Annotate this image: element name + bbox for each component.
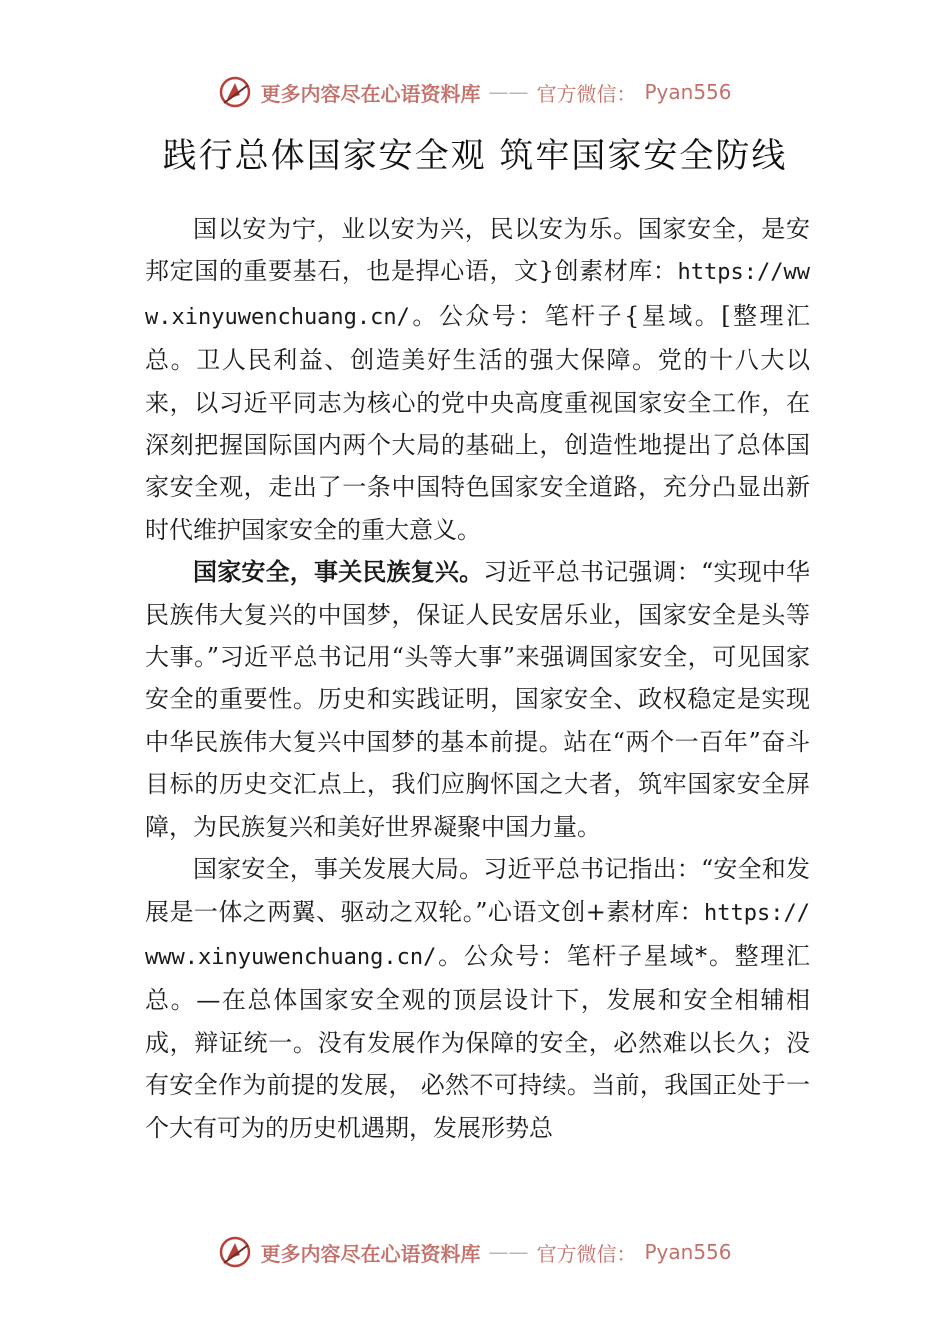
banner-wechat-label: 官方微信： bbox=[536, 81, 637, 106]
paragraph-2-text: 习近平总书记强调：“实现中华民族伟大复兴的中国梦，保证人民安居乐业，国家安全是头等大事。”习近平总书记用“头等大事”来强调国家安全，可见国家安全的重要性。历史和实践证明，国家安全、政权稳定是实现中华民族伟大复兴中国梦的基本前提。站在“两个一百年”奋斗目标的历史交汇点上，我们应胸怀国之大者，筑牢国家安全屏障，为民族复兴和美好世界凝聚中国力量。 bbox=[145, 558, 810, 841]
logo-icon bbox=[218, 1235, 252, 1269]
paragraph-3-text-a: 国家安全，事关发展大局。习近平总书记指出：“安全和发展是一体之两翼、驱动之双轮。”心语文创+素材库： bbox=[145, 855, 810, 926]
paragraph-2 bbox=[145, 551, 810, 848]
paragraph-1 bbox=[145, 208, 810, 551]
banner-main-text: 更多内容尽在心语资料库 bbox=[260, 1241, 481, 1266]
banner-wechat-label: 官方微信： bbox=[536, 1241, 637, 1266]
document-body bbox=[145, 208, 810, 1149]
paragraph-2-lead: 国家安全，事关民族复兴。 bbox=[193, 558, 484, 587]
paragraph-1-text-a: 国以安为宁，业以安为兴，民以安为乐。国家安全，是安邦定国的重要基石，也是捍心语，文}创素材库： bbox=[145, 215, 810, 286]
banner-wechat-id: Pyan556 bbox=[644, 1240, 732, 1264]
banner-wechat-id: Pyan556 bbox=[644, 80, 732, 104]
page-title: 践行总体国家安全观 筑牢国家安全防线 bbox=[162, 136, 788, 176]
header-watermark-banner bbox=[0, 70, 950, 114]
paragraph-3 bbox=[145, 848, 810, 1149]
footer-watermark-banner bbox=[0, 1230, 950, 1274]
paragraph-1-text-b: 。公众号：笔杆子{星域。[整理汇总。卫人民利益、创造美好生活的强大保障。党的十八大以来，以习近平同志为核心的党中央高度重视国家安全工作，在深刻把握国际国内两个大局的基础上，创造性地提出了总体国家安全观，走出了一条中国特色国家安全道路，充分凸显出新时代维护国家安全的重大意义。 bbox=[145, 301, 810, 544]
logo-icon bbox=[218, 75, 252, 109]
banner-separator: —— bbox=[488, 80, 529, 104]
banner-main-text: 更多内容尽在心语资料库 bbox=[260, 81, 481, 106]
banner-separator: —— bbox=[488, 1240, 529, 1264]
paragraph-3-url: https://www.xinyuwenchuang.cn/ bbox=[145, 900, 810, 970]
paragraph-1-url: https://www.xinyuwenchuang.cn/ bbox=[145, 260, 810, 330]
paragraph-3-text-b: 。公众号：笔杆子星域*。整理汇总。—在总体国家安全观的顶层设计下，发展和安全相辅相成，辩证统一。没有发展作为保障的安全，必然难以长久；没有安全作为前提的发展， 必然不可持续。当前，我国正处于一个大有可为的历史机遇期，发展形势总 bbox=[145, 941, 810, 1142]
